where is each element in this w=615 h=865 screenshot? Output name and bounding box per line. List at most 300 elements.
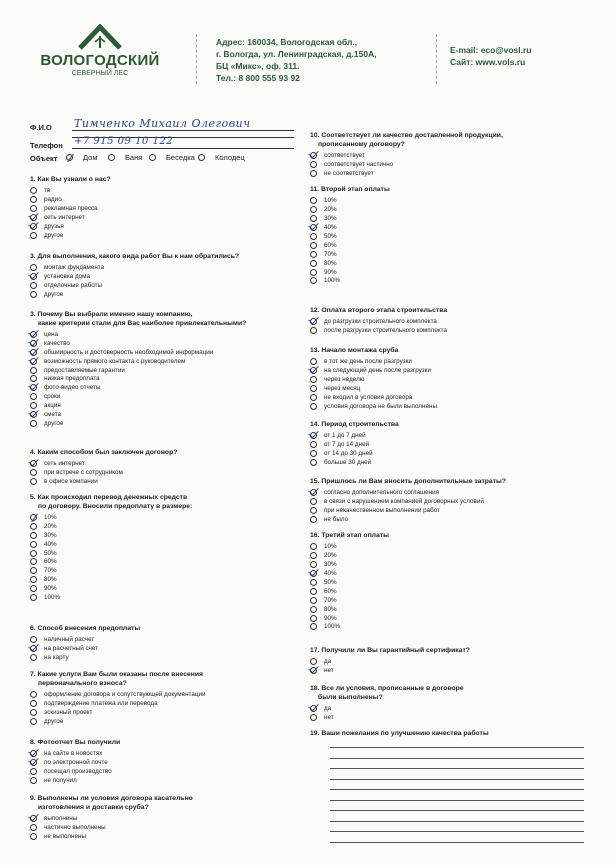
answer-option-label: 30% bbox=[44, 531, 57, 539]
answer-option[interactable] bbox=[30, 593, 192, 602]
question-block bbox=[30, 795, 193, 841]
answer-option[interactable] bbox=[310, 614, 389, 623]
answer-option-label: соответствует bbox=[324, 151, 365, 159]
answer-option[interactable] bbox=[310, 578, 389, 587]
answer-option-label: 10% bbox=[324, 543, 337, 551]
answer-option[interactable] bbox=[30, 348, 246, 357]
answer-option-label: другое bbox=[44, 291, 64, 299]
checked-radio[interactable] bbox=[310, 705, 317, 712]
options-list bbox=[310, 489, 506, 525]
object-option-bath[interactable] bbox=[108, 153, 142, 162]
question-block bbox=[30, 253, 239, 299]
question-title-line: 16. Третий этап оплаты bbox=[310, 532, 389, 539]
radio-circle[interactable] bbox=[30, 282, 37, 289]
question-block bbox=[30, 671, 206, 726]
answer-option-label: 100% bbox=[324, 623, 341, 631]
answer-option[interactable] bbox=[30, 281, 239, 290]
answer-option[interactable] bbox=[310, 506, 506, 515]
answer-option-label: условия договора не были выполнены bbox=[324, 402, 437, 410]
options-list bbox=[30, 513, 192, 602]
question-title bbox=[310, 186, 390, 195]
answer-option-label: не получил bbox=[44, 777, 77, 785]
wish-line[interactable] bbox=[330, 747, 584, 748]
radio-circle[interactable] bbox=[30, 550, 37, 557]
checked-radio[interactable] bbox=[30, 384, 37, 391]
phone-value[interactable]: +7 915 09 10 122 bbox=[74, 136, 174, 147]
answer-option[interactable] bbox=[310, 432, 399, 441]
answer-option[interactable] bbox=[310, 623, 389, 632]
answer-option-label: 60% bbox=[324, 587, 337, 595]
radio-circle[interactable] bbox=[310, 170, 317, 177]
answer-option-label: в тот же день после разгрузки bbox=[324, 358, 412, 366]
radio-circle[interactable] bbox=[30, 469, 37, 476]
fio-line bbox=[72, 130, 294, 131]
question-title-line: первоначального взноса? bbox=[38, 679, 127, 687]
answer-option[interactable] bbox=[30, 717, 206, 726]
answer-option-label: цена bbox=[44, 330, 59, 338]
answer-option[interactable] bbox=[310, 402, 437, 411]
answer-option[interactable] bbox=[310, 658, 470, 667]
checked-radio[interactable] bbox=[310, 367, 317, 374]
question-title-line: прописанному договору? bbox=[318, 140, 405, 148]
radio-circle[interactable] bbox=[30, 532, 37, 539]
radio-circle[interactable] bbox=[30, 654, 37, 661]
answer-option-label: 100% bbox=[44, 593, 61, 601]
question-block bbox=[310, 478, 506, 524]
answer-option-label: не входил в условия договора bbox=[324, 394, 413, 401]
radio-circle[interactable] bbox=[310, 242, 317, 249]
answer-option[interactable] bbox=[30, 264, 239, 273]
radio-circle[interactable] bbox=[30, 523, 37, 530]
radio-circle[interactable] bbox=[30, 420, 37, 427]
radio-circle[interactable] bbox=[310, 251, 317, 258]
radio-circle[interactable] bbox=[310, 459, 317, 466]
radio-circle[interactable] bbox=[30, 824, 37, 831]
question-title bbox=[30, 311, 246, 328]
question-title bbox=[30, 671, 206, 688]
options-list bbox=[310, 318, 447, 336]
wish-line[interactable] bbox=[330, 768, 584, 769]
answer-option-label: не выполнены bbox=[44, 832, 87, 840]
answer-option[interactable] bbox=[30, 832, 193, 841]
radio-circle[interactable] bbox=[310, 277, 317, 284]
question-block bbox=[310, 647, 470, 675]
answer-option[interactable] bbox=[30, 708, 206, 717]
answer-option-label: от 1 до 7 дней bbox=[324, 432, 366, 440]
answer-option[interactable] bbox=[30, 383, 246, 392]
answer-option[interactable] bbox=[30, 272, 239, 281]
radio-circle[interactable] bbox=[30, 291, 37, 298]
object-option-house[interactable] bbox=[66, 153, 98, 162]
radio-circle[interactable] bbox=[310, 260, 317, 267]
question-title bbox=[30, 625, 140, 634]
answer-option-label: 40% bbox=[324, 570, 337, 578]
radio-circle[interactable] bbox=[108, 154, 115, 161]
radio-circle[interactable] bbox=[30, 393, 37, 400]
question-title-line: 7. Какие услуги Вам были оказаны после внесения bbox=[30, 671, 204, 678]
checked-radio[interactable] bbox=[310, 318, 317, 325]
question-title-line: по договору. Вносили предоплату в размере: bbox=[38, 502, 193, 510]
radio-circle[interactable] bbox=[30, 187, 37, 194]
answer-option[interactable] bbox=[310, 326, 447, 335]
radio-circle[interactable] bbox=[310, 450, 317, 457]
answer-option[interactable] bbox=[310, 318, 447, 327]
answer-option[interactable] bbox=[30, 231, 111, 240]
header-divider bbox=[196, 34, 197, 84]
radio-circle[interactable] bbox=[30, 777, 37, 784]
radio-circle[interactable] bbox=[310, 543, 317, 550]
question-block bbox=[30, 625, 140, 662]
answer-option-label: установка дома bbox=[44, 273, 91, 281]
answer-option[interactable] bbox=[30, 187, 111, 196]
radio-circle[interactable] bbox=[30, 585, 37, 592]
question-block bbox=[30, 449, 177, 486]
answer-option[interactable] bbox=[30, 290, 239, 299]
checked-radio[interactable] bbox=[310, 667, 317, 674]
answer-option[interactable] bbox=[310, 197, 390, 206]
answer-option[interactable] bbox=[310, 449, 399, 458]
answer-option-label: 10% bbox=[44, 513, 57, 521]
answer-option[interactable] bbox=[30, 575, 192, 584]
answer-option[interactable] bbox=[30, 468, 177, 477]
options-list bbox=[30, 636, 140, 663]
answer-option-label: низкая предоплата bbox=[44, 375, 100, 383]
answer-option-label: да bbox=[324, 704, 332, 712]
answer-option-label: наличный расчет bbox=[44, 636, 95, 644]
answer-option[interactable] bbox=[30, 557, 192, 566]
question-title-line: 18. Все ли условия, прописанные в договоре bbox=[310, 685, 464, 692]
options-list bbox=[30, 460, 177, 487]
radio-circle[interactable] bbox=[310, 197, 317, 204]
answer-option-label: 80% bbox=[324, 605, 337, 613]
wish-line[interactable] bbox=[330, 800, 584, 801]
answer-option[interactable] bbox=[30, 644, 140, 653]
question-block bbox=[310, 347, 437, 411]
radio-circle[interactable] bbox=[310, 269, 317, 276]
question-title-line: 8. Фотоотчет Вы получили bbox=[30, 739, 121, 746]
answer-option-label: 30% bbox=[324, 561, 337, 569]
answer-option[interactable] bbox=[30, 636, 140, 645]
answer-option[interactable] bbox=[30, 204, 111, 213]
question-title-line: 12. Оплата второго этапа строительства bbox=[310, 307, 448, 314]
radio-circle[interactable] bbox=[30, 558, 37, 565]
radio-circle[interactable] bbox=[30, 768, 37, 775]
answer-option-label: радио bbox=[44, 196, 62, 204]
options-list bbox=[30, 750, 120, 786]
answer-option-label: посещал производство bbox=[44, 768, 112, 776]
answer-option-label: 50% bbox=[44, 549, 57, 557]
radio-circle[interactable] bbox=[310, 507, 317, 514]
answer-option-label: по электронной почте bbox=[44, 759, 108, 767]
answer-option-label: в офисе компании bbox=[44, 478, 98, 486]
checked-radio[interactable] bbox=[310, 489, 317, 496]
brand-name: ВОЛОГОДСКИЙ bbox=[40, 52, 160, 69]
radio-circle[interactable] bbox=[310, 327, 317, 334]
answer-option[interactable] bbox=[30, 213, 111, 222]
answer-option[interactable] bbox=[30, 339, 246, 348]
answer-option[interactable] bbox=[30, 374, 246, 383]
answer-option-label: 60% bbox=[44, 558, 57, 566]
answer-option[interactable] bbox=[310, 214, 390, 223]
object-option-label: Баня bbox=[125, 153, 143, 162]
answer-option[interactable] bbox=[310, 160, 503, 169]
radio-circle[interactable] bbox=[30, 367, 37, 374]
answer-option[interactable] bbox=[310, 241, 390, 250]
checked-radio[interactable] bbox=[30, 460, 37, 467]
answer-option-label: подтверждение платежа или перевода bbox=[44, 699, 158, 707]
answer-option[interactable] bbox=[30, 419, 246, 428]
radio-circle[interactable] bbox=[310, 394, 317, 401]
radio-circle[interactable] bbox=[310, 376, 317, 383]
answer-option[interactable] bbox=[310, 551, 389, 560]
answer-option[interactable] bbox=[310, 543, 389, 552]
answer-option[interactable] bbox=[30, 522, 192, 531]
answer-option[interactable] bbox=[310, 375, 437, 384]
question-block bbox=[310, 532, 389, 631]
object-option-label: Дом bbox=[83, 153, 98, 162]
answer-option-label: 20% bbox=[324, 206, 337, 214]
answer-option[interactable] bbox=[310, 596, 389, 605]
question-title bbox=[310, 347, 437, 356]
answer-option-label: на расчетный счет bbox=[44, 645, 99, 653]
checked-radio[interactable] bbox=[30, 514, 37, 521]
answer-option-label: согласно дополнительного соглашения bbox=[324, 489, 440, 497]
checked-radio[interactable] bbox=[310, 152, 317, 159]
answer-option[interactable] bbox=[310, 366, 437, 375]
wish-line[interactable] bbox=[330, 842, 584, 843]
question-block bbox=[310, 730, 489, 741]
question-title-line: 15. Пришлось ли Вам вносить дополнительные затраты? bbox=[310, 478, 506, 485]
radio-circle[interactable] bbox=[310, 714, 317, 721]
checked-radio[interactable] bbox=[30, 815, 37, 822]
radio-circle[interactable] bbox=[310, 623, 317, 630]
answer-option[interactable] bbox=[30, 330, 246, 339]
radio-circle[interactable] bbox=[310, 588, 317, 595]
answer-option[interactable] bbox=[310, 232, 390, 241]
address-line: г. Вологда, ул. Ленинградская, д.150А, bbox=[216, 49, 377, 59]
company-site[interactable]: Сайт: www.vols.ru bbox=[450, 57, 526, 67]
question-title-line: 4. Каким способом был заключен договор? bbox=[30, 449, 178, 456]
checked-radio[interactable] bbox=[310, 432, 317, 439]
question-title bbox=[30, 494, 192, 511]
checked-radio[interactable] bbox=[30, 358, 37, 365]
answer-option[interactable] bbox=[30, 401, 246, 410]
answer-option[interactable] bbox=[310, 268, 390, 277]
answer-option[interactable] bbox=[30, 699, 206, 708]
radio-circle[interactable] bbox=[149, 154, 156, 161]
radio-circle[interactable] bbox=[310, 498, 317, 505]
answer-option[interactable] bbox=[310, 169, 503, 178]
object-option-gazebo[interactable] bbox=[149, 153, 195, 162]
answer-option[interactable] bbox=[310, 393, 437, 402]
radio-circle[interactable] bbox=[30, 478, 37, 485]
answer-option-label: 70% bbox=[324, 596, 337, 604]
answer-option[interactable] bbox=[310, 515, 506, 524]
answer-option[interactable] bbox=[30, 357, 246, 366]
radio-circle[interactable] bbox=[66, 154, 73, 161]
checked-radio[interactable] bbox=[310, 224, 317, 231]
company-email[interactable]: E-mail: eco@vosl.ru bbox=[450, 45, 532, 55]
options-list bbox=[30, 814, 193, 841]
answer-option[interactable] bbox=[310, 497, 506, 506]
radio-circle[interactable] bbox=[310, 206, 317, 213]
answer-option-label: при встрече с сотрудником bbox=[44, 469, 123, 477]
answer-option[interactable] bbox=[30, 477, 177, 486]
radio-circle[interactable] bbox=[310, 233, 317, 240]
answer-option[interactable] bbox=[30, 460, 177, 469]
answer-option[interactable] bbox=[30, 823, 193, 832]
radio-circle[interactable] bbox=[30, 541, 37, 548]
answer-option[interactable] bbox=[30, 513, 192, 522]
question-title bbox=[30, 176, 111, 185]
checked-radio[interactable] bbox=[30, 759, 37, 766]
answer-option[interactable] bbox=[310, 259, 390, 268]
radio-circle[interactable] bbox=[310, 606, 317, 613]
radio-circle[interactable] bbox=[310, 516, 317, 523]
answer-option-label: соответствует частично bbox=[324, 160, 394, 168]
answer-option[interactable] bbox=[30, 366, 246, 375]
radio-circle[interactable] bbox=[310, 552, 317, 559]
answer-option[interactable] bbox=[30, 758, 120, 767]
radio-circle[interactable] bbox=[30, 691, 37, 698]
answer-option[interactable] bbox=[310, 560, 389, 569]
radio-circle[interactable] bbox=[30, 576, 37, 583]
radio-circle[interactable] bbox=[310, 597, 317, 604]
question-title-line: 17. Получили ли Вы гарантийный сертификат? bbox=[310, 647, 470, 654]
answer-option[interactable] bbox=[310, 151, 503, 160]
answer-option[interactable] bbox=[310, 605, 389, 614]
answer-option[interactable] bbox=[30, 531, 192, 540]
object-option-label: Беседка bbox=[166, 153, 195, 162]
object-label: Объект bbox=[30, 154, 58, 163]
radio-circle[interactable] bbox=[310, 441, 317, 448]
answer-option-label: 80% bbox=[324, 259, 337, 267]
checked-radio[interactable] bbox=[310, 570, 317, 577]
checked-radio[interactable] bbox=[30, 411, 37, 418]
radio-circle[interactable] bbox=[30, 709, 37, 716]
answer-option[interactable] bbox=[310, 569, 389, 578]
answer-option-label: рекламная пресса bbox=[44, 205, 98, 213]
answer-option-label: 70% bbox=[44, 567, 57, 575]
answer-option[interactable] bbox=[310, 704, 464, 713]
answer-option[interactable] bbox=[30, 222, 111, 231]
radio-circle[interactable] bbox=[30, 833, 37, 840]
answer-option[interactable] bbox=[310, 713, 464, 722]
radio-circle[interactable] bbox=[310, 615, 317, 622]
answer-option[interactable] bbox=[310, 358, 437, 367]
question-block bbox=[310, 307, 447, 335]
answer-option[interactable] bbox=[30, 814, 193, 823]
radio-circle[interactable] bbox=[198, 154, 205, 161]
answer-option[interactable] bbox=[30, 195, 111, 204]
answer-option[interactable] bbox=[30, 767, 120, 776]
answer-option[interactable] bbox=[30, 750, 120, 759]
radio-circle[interactable] bbox=[30, 700, 37, 707]
answer-option[interactable] bbox=[310, 277, 390, 286]
question-block bbox=[30, 739, 120, 785]
answer-option-label: нет bbox=[324, 713, 334, 721]
radio-circle[interactable] bbox=[310, 579, 317, 586]
answer-option-label: от 14 до 30 дней bbox=[324, 450, 373, 458]
radio-circle[interactable] bbox=[310, 403, 317, 410]
answer-option[interactable] bbox=[30, 566, 192, 575]
answer-option[interactable] bbox=[30, 392, 246, 401]
answer-option-label: эскизный проект bbox=[44, 708, 93, 716]
answer-option-label: при некачественном выполнении работ bbox=[324, 507, 440, 515]
question-title-line: 14. Период строительства bbox=[310, 421, 399, 428]
answer-option-label: акция bbox=[44, 402, 61, 410]
object-option-well[interactable] bbox=[198, 153, 245, 162]
answer-option-label: 70% bbox=[324, 250, 337, 258]
wish-line[interactable] bbox=[330, 758, 584, 759]
answer-option-label: да bbox=[324, 658, 332, 666]
answer-option[interactable] bbox=[30, 653, 140, 662]
answer-option-label: другое bbox=[44, 717, 64, 725]
answer-option[interactable] bbox=[310, 440, 399, 449]
answer-option[interactable] bbox=[310, 666, 470, 675]
answer-option-label: на следующий день после разгрузки bbox=[324, 367, 431, 375]
radio-circle[interactable] bbox=[30, 232, 37, 239]
answer-option-label: 20% bbox=[44, 522, 57, 530]
answer-option[interactable] bbox=[30, 776, 120, 785]
answer-option-label: возможность прямого контакта с руководителем bbox=[44, 357, 186, 365]
checked-radio[interactable] bbox=[30, 223, 37, 230]
answer-option-label: через неделю bbox=[324, 376, 365, 384]
radio-circle[interactable] bbox=[310, 385, 317, 392]
question-title bbox=[310, 421, 399, 430]
answer-option[interactable] bbox=[310, 250, 390, 259]
answer-option[interactable] bbox=[30, 549, 192, 558]
answer-option[interactable] bbox=[30, 410, 246, 419]
checked-radio[interactable] bbox=[30, 645, 37, 652]
answer-option-label: качество bbox=[44, 339, 70, 347]
wish-line[interactable] bbox=[330, 810, 584, 811]
question-title-line: 6. Способ внесения предоплаты bbox=[30, 625, 141, 632]
answer-option[interactable] bbox=[30, 584, 192, 593]
answer-option-label: в связи с нарушением компанией договорных условий bbox=[324, 498, 484, 506]
answer-option[interactable] bbox=[310, 489, 506, 498]
answer-option[interactable] bbox=[310, 223, 390, 232]
answer-option[interactable] bbox=[310, 587, 389, 596]
answer-option-label: 40% bbox=[44, 540, 57, 548]
answer-option[interactable] bbox=[30, 540, 192, 549]
radio-circle[interactable] bbox=[310, 161, 317, 168]
options-list bbox=[30, 330, 246, 428]
wish-line[interactable] bbox=[330, 779, 584, 780]
wish-line[interactable] bbox=[330, 789, 584, 790]
answer-option-label: отделочные работы bbox=[44, 282, 103, 290]
radio-circle[interactable] bbox=[30, 196, 37, 203]
answer-option-label: до разгрузки строительного комплекта bbox=[324, 318, 437, 326]
answer-option[interactable] bbox=[30, 690, 206, 699]
radio-circle[interactable] bbox=[30, 594, 37, 601]
answer-option[interactable] bbox=[310, 205, 390, 214]
question-block bbox=[30, 494, 192, 602]
checked-radio[interactable] bbox=[30, 273, 37, 280]
radio-circle[interactable] bbox=[30, 718, 37, 725]
answer-option-label: через месяц bbox=[324, 385, 361, 393]
question-title-line: 11. Второй этап оплаты bbox=[310, 186, 390, 193]
radio-circle[interactable] bbox=[30, 567, 37, 574]
phone-label: Телефон bbox=[30, 141, 63, 150]
answer-option-label: после разгрузки строительного комплекта bbox=[324, 327, 447, 335]
wish-line[interactable] bbox=[330, 831, 584, 832]
answer-option[interactable] bbox=[310, 384, 437, 393]
answer-option-label: нет bbox=[324, 667, 334, 675]
answer-option[interactable] bbox=[310, 458, 399, 467]
wish-line[interactable] bbox=[330, 821, 584, 822]
fio-value[interactable]: Тимченко Михаил Олегович bbox=[74, 117, 251, 130]
